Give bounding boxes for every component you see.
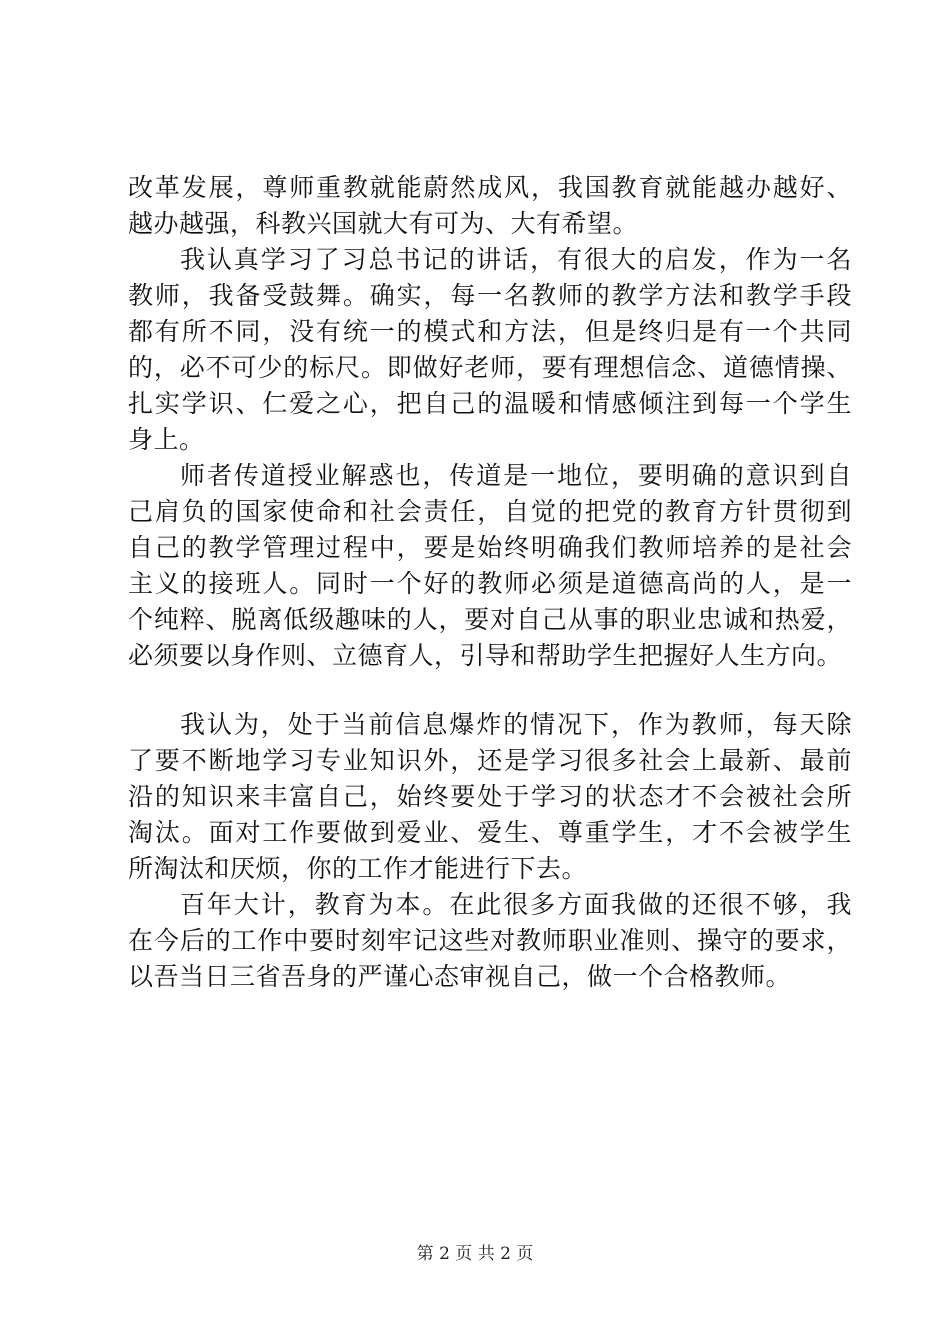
- text-line: 师者传道授业解惑也，传道是一地位，要明确的意识到自: [180, 461, 852, 490]
- page-number-footer: 第 2 页 共 2 页: [416, 1244, 534, 1264]
- paragraph: [128, 707, 852, 887]
- text-line: 都有所不同，没有统一的模式和方法，但是终归是有一个共同: [128, 317, 852, 346]
- paragraph-spacer: [128, 674, 852, 707]
- text-line: 百年大计，教育为本。在此很多方面我做的还很不够，我: [180, 890, 852, 919]
- text-line: 我认真学习了习总书记的讲话，有很大的启发，作为一名: [180, 245, 852, 274]
- text-line: 所淘汰和厌烦，你的工作才能进行下去。: [128, 854, 588, 883]
- text-line: 个纯粹、脱离低级趣味的人，要对自己从事的职业忠诚和热爱，: [128, 605, 852, 634]
- document-body: [128, 170, 852, 995]
- text-line: 沿的知识来丰富自己，始终要处于学习的状态才不会被社会所: [128, 782, 852, 811]
- paragraph: [128, 458, 852, 674]
- text-line: 以吾当日三省吾身的严谨心态审视自己，做一个合格教师。: [128, 962, 792, 991]
- paragraph: [128, 887, 852, 995]
- text-line: 教师，我备受鼓舞。确实，每一名教师的教学方法和教学手段: [128, 281, 852, 310]
- text-line: 改革发展，尊师重教就能蔚然成风，我国教育就能越办越好、: [128, 173, 852, 202]
- text-line: 己肩负的国家使命和社会责任，自觉的把党的教育方针贯彻到: [128, 497, 852, 526]
- text-line: 身上。: [128, 425, 205, 454]
- text-line: 自己的教学管理过程中，要是始终明确我们教师培养的是社会: [128, 533, 852, 562]
- text-line: 必须要以身作则、立德育人，引导和帮助学生把握好人生方向。: [128, 641, 843, 670]
- text-line: 的，必不可少的标尺。即做好老师，要有理想信念、道德情操、: [128, 353, 852, 382]
- text-line: 了要不断地学习专业知识外，还是学习很多社会上最新、最前: [128, 746, 852, 775]
- text-line: 越办越强，科教兴国就大有可为、大有希望。: [128, 209, 639, 238]
- text-line: 主义的接班人。同时一个好的教师必须是道德高尚的人，是一: [128, 569, 852, 598]
- text-line: 扎实学识、仁爱之心，把自己的温暖和情感倾注到每一个学生: [128, 389, 852, 418]
- text-line: 在今后的工作中要时刻牢记这些对教师职业准则、操守的要求，: [128, 926, 852, 955]
- text-line: 淘汰。面对工作要做到爱业、爱生、尊重学生，才不会被学生: [128, 818, 852, 847]
- text-line: 我认为，处于当前信息爆炸的情况下，作为教师，每天除: [180, 710, 852, 739]
- paragraph: [128, 242, 852, 458]
- paragraph: [128, 170, 852, 242]
